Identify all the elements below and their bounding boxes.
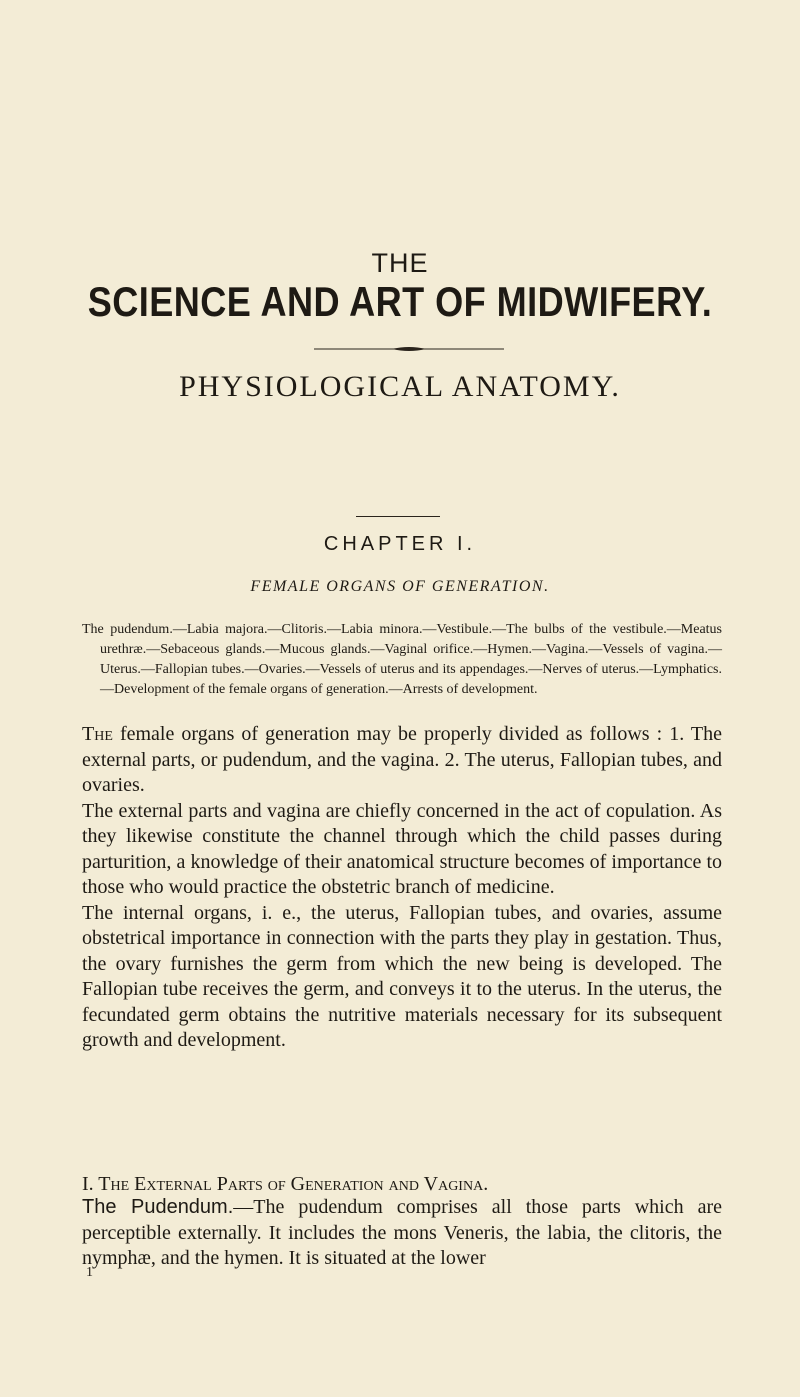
pudendum-text: —The pudendum comprises all those parts which are perceptible externally. It includes the mons Veneris, the labia, the clitoris, the nymphæ, and the hymen. It is situated at the lower <box>82 1196 722 1269</box>
pudendum-subhead: The Pudendum. <box>82 1196 234 1218</box>
summary-text: The pudendum.—Labia majora.—Clitoris.—Labia minora.—Vestibule.—The bulbs of the vestibule.—Meatus urethræ.—Sebaceous glands.—Mucous glands.—Vaginal orifice.—Hymen.—Vagina.—Vessels of vagina.—Uterus.—Fallopian tubes.—Ovaries.—Vessels of uterus and its appendages.—Nerves of uterus.—Lymphatics.—Development of the female organs of generation.—Arrests of development. <box>82 622 722 697</box>
paragraph-1-text: female organs of generation may be properly divided as follows : 1. The external parts, or pudendum, and the vagina. 2. The uterus, Fallopian tubes, and ovaries. <box>82 723 722 796</box>
paragraph-1 <box>82 722 722 799</box>
divider <box>356 516 440 517</box>
page-number: 1 <box>86 1265 93 1280</box>
chapter-subject: FEMALE ORGANS OF GENERATION. <box>250 578 550 595</box>
title-article: THE <box>371 248 429 278</box>
chapter-summary <box>82 620 722 700</box>
section-title: PHYSIOLOGICAL ANATOMY. <box>179 370 621 403</box>
paragraph-1-lead: The <box>82 723 113 745</box>
paragraph-2: The external parts and vagina are chiefly concerned in the act of copulation. As they likewise constitute the channel through which the child passes during parturition, a knowledge of their anatomical structure becomes of importance to those who would practice the obstetric branch of medicine. <box>82 799 722 898</box>
body-text <box>82 722 722 1054</box>
chapter-heading: CHAPTER I. <box>323 533 477 555</box>
paragraph-3: The internal organs, i. e., the uterus, Fallopian tubes, and ovaries, assume obstetrical importance in connection with the parts they play in gestation. Thus, the ovary furnishes the germ from which the new being is developed. The Fallopian tube receives the germ, and conveys it to the uterus. In the uterus, the fecundated germ obtains the nutritive materials necessary for its subsequent growth and development. <box>82 901 722 1051</box>
section-heading: I. The External Parts of Generation and Vagina. <box>82 1173 489 1195</box>
pudendum-paragraph <box>82 1195 722 1272</box>
ornamental-rule <box>314 345 504 353</box>
book-title: SCIENCE AND ART OF MIDWIFERY. <box>87 278 713 325</box>
